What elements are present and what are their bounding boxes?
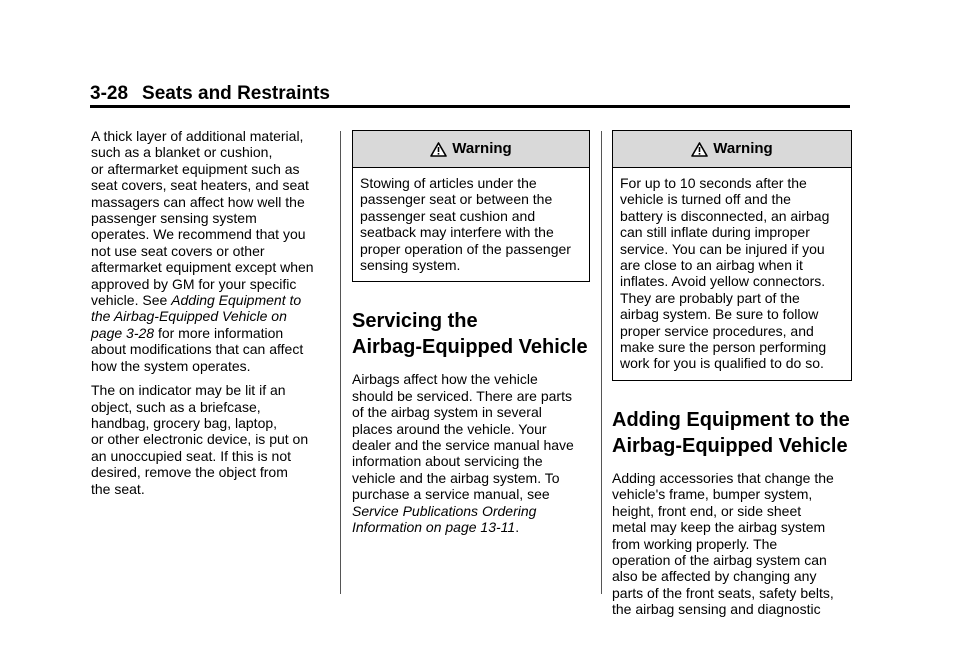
text-line: purchase a service manual, see xyxy=(352,486,550,503)
cross-reference-link[interactable]: Adding Equipment to xyxy=(171,292,302,309)
text-line: inflates. Avoid yellow connectors. xyxy=(620,273,826,290)
warning-icon xyxy=(430,142,447,157)
text-line: operation of the airbag system can xyxy=(612,551,827,568)
text-line: operates. We recommend that you xyxy=(91,226,306,243)
page-number: 3-28 xyxy=(90,83,129,104)
text-line: should be serviced. There are parts xyxy=(352,387,572,404)
text-line: metal may keep the airbag system xyxy=(612,519,826,536)
warning-box xyxy=(352,130,590,282)
column-right xyxy=(612,128,852,626)
section-title: Seats and Restraints xyxy=(142,83,330,104)
text-line: the seat. xyxy=(91,480,145,497)
text-line: Adding accessories that change the xyxy=(612,469,834,486)
text-line: the airbag sensing and diagnostic xyxy=(612,601,821,618)
text-line: are close to an airbag when it xyxy=(620,257,803,274)
text-line: vehicle's frame, bumper system, xyxy=(612,486,813,503)
text-line: handbag, grocery bag, laptop, xyxy=(91,414,278,431)
cross-reference-link[interactable]: page 3-28 xyxy=(91,324,155,341)
text-line: work for you is qualified to do so. xyxy=(620,355,824,372)
text-line: They are probably part of the xyxy=(620,289,800,306)
text-line: aftermarket equipment except when xyxy=(91,259,314,276)
section-heading xyxy=(612,407,852,459)
text-line: passenger sensing system xyxy=(91,210,257,227)
text-line: The on indicator may be lit if an xyxy=(91,382,286,399)
text-line: from working properly. The xyxy=(612,535,778,552)
header-rule xyxy=(90,105,850,108)
text-line: passenger seat cushion and xyxy=(360,207,536,224)
text-line: seatback may interfere with the xyxy=(360,224,554,241)
text-line: . xyxy=(515,519,520,536)
column-left xyxy=(91,128,329,505)
text-line: about modifications that can affect xyxy=(91,341,304,358)
heading-line: Airbag-Equipped Vehicle xyxy=(352,336,588,359)
text-line: can still inflate during improper xyxy=(620,224,810,241)
cross-reference-link[interactable]: Information on page 13-11 xyxy=(352,519,516,536)
warning-box xyxy=(612,130,852,381)
text-line: desired, remove the object from xyxy=(91,464,288,481)
column-middle xyxy=(352,128,590,544)
text-line: object, such as a briefcase, xyxy=(91,398,261,415)
cross-reference-link[interactable]: Service Publications Ordering xyxy=(352,502,537,519)
text-line: or aftermarket equipment such as xyxy=(91,160,300,177)
text-line: Stowing of articles under the xyxy=(360,175,537,191)
text-line: dealer and the service manual have xyxy=(352,437,574,454)
text-line: Airbags affect how the vehicle xyxy=(352,371,538,388)
paragraph xyxy=(91,128,329,374)
warning-label: Warning xyxy=(452,139,512,157)
cross-reference-link[interactable]: the Airbag-Equipped Vehicle on xyxy=(91,308,287,325)
column-divider xyxy=(340,131,341,594)
text-line: height, front end, or side sheet xyxy=(612,502,802,519)
paragraph xyxy=(91,382,329,497)
warning-header xyxy=(353,131,589,168)
text-line: service. You can be injured if you xyxy=(620,240,825,257)
text-line: of the airbag system in several xyxy=(352,404,542,421)
text-line: passenger seat or between the xyxy=(360,191,553,208)
heading-line: Adding Equipment to the xyxy=(612,408,850,431)
warning-text xyxy=(613,168,851,380)
text-line: massagers can affect how well the xyxy=(91,193,305,210)
text-line: A thick layer of additional material, xyxy=(91,128,304,144)
text-line: For up to 10 seconds after the xyxy=(620,175,807,191)
text-line: proper service procedures, and xyxy=(620,322,814,339)
warning-icon xyxy=(691,142,708,157)
text-line: places around the vehicle. Your xyxy=(352,420,547,437)
heading-line: Servicing the xyxy=(352,310,478,333)
text-line: how the system operates. xyxy=(91,357,251,374)
paragraph xyxy=(612,470,852,618)
paragraph xyxy=(352,371,590,535)
text-line: make sure the person performing xyxy=(620,339,827,356)
page-header xyxy=(90,83,330,105)
warning-label: Warning xyxy=(713,139,773,157)
text-line: proper operation of the passenger xyxy=(360,240,571,257)
text-line: approved by GM for your specific xyxy=(91,275,297,292)
column-divider xyxy=(601,131,602,594)
text-line: vehicle. See xyxy=(91,292,172,309)
text-line: sensing system. xyxy=(360,257,461,274)
text-line: also be affected by changing any xyxy=(612,568,817,585)
text-line: parts of the front seats, safety belts, xyxy=(612,584,834,601)
warning-text xyxy=(353,168,589,281)
section-heading xyxy=(352,308,590,360)
text-line: vehicle and the airbag system. To xyxy=(352,469,560,486)
text-line: information about servicing the xyxy=(352,453,543,470)
text-line: seat covers, seat heaters, and seat xyxy=(91,177,309,194)
text-line: such as a blanket or cushion, xyxy=(91,144,273,161)
heading-line: Airbag-Equipped Vehicle xyxy=(612,434,848,457)
text-line: not use seat covers or other xyxy=(91,242,265,259)
text-line: an unoccupied seat. If this is not xyxy=(91,447,292,464)
text-line: for more information xyxy=(154,324,284,341)
text-line: airbag system. Be sure to follow xyxy=(620,306,819,323)
text-line: battery is disconnected, an airbag xyxy=(620,207,830,224)
text-line: vehicle is turned off and the xyxy=(620,191,791,208)
text-line: or other electronic device, is put on xyxy=(91,431,309,448)
warning-header xyxy=(613,131,851,168)
